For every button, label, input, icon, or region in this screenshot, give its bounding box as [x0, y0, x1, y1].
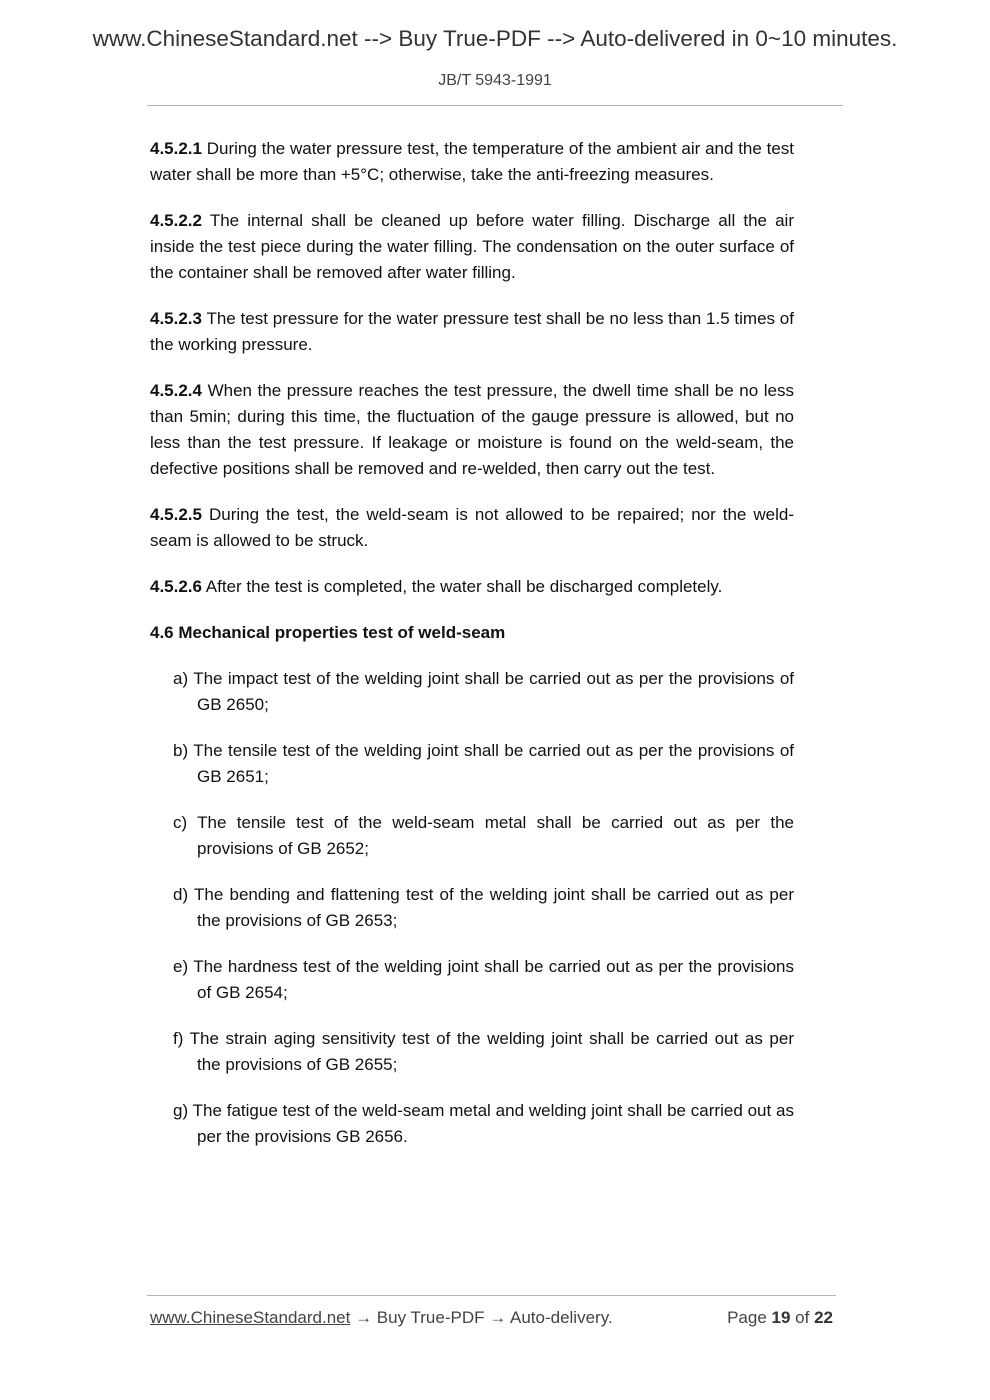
clause-text: When the pressure reaches the test pressure, the dwell time shall be no less than 5min; during this time, the fluctuation of the gauge pressure is allowed, but no less than the test pressure. If leakage or moisture is found on the weld-seam, the defective positions shall be removed and re-welded, then carry out the test.: [150, 381, 794, 478]
clause-number: 4.5.2.4: [150, 381, 202, 400]
section-heading: 4.6 Mechanical properties test of weld-seam: [150, 623, 506, 642]
clause-number: 4.5.2.6: [150, 577, 202, 596]
list-item: g) The fatigue test of the weld-seam metal and welding joint shall be carried out as per the provisions GB 2656.: [173, 1101, 794, 1146]
site-link[interactable]: www.ChineseStandard.net: [150, 1308, 351, 1327]
clause-number: 4.5.2.5: [150, 505, 202, 524]
document-code: JB/T 5943-1991: [438, 72, 552, 89]
clause-4-5-2-4: [150, 378, 794, 482]
list-item: e) The hardness test of the welding joint shall be carried out as per the provisions of GB 2654;: [173, 957, 794, 1002]
document-body: [150, 136, 794, 1170]
clause-4-5-2-3: [150, 306, 794, 358]
clause-4-5-2-6: [150, 574, 794, 600]
footer-left: [150, 1308, 613, 1328]
footer-tagline: → Buy True-PDF → Auto-delivery.: [350, 1308, 613, 1327]
page-of: of: [790, 1308, 815, 1327]
page-indicator: [727, 1308, 833, 1328]
clause-number: 4.5.2.1: [150, 139, 202, 158]
clause-number: 4.5.2.3: [150, 309, 202, 328]
footer: [150, 1308, 833, 1328]
clause-4-5-2-1: [150, 136, 794, 188]
page-current: 19: [771, 1308, 791, 1327]
clause-text: The internal shall be cleaned up before water filling. Discharge all the air inside the test piece during the water filling. The condensation on the outer surface of the container shall be removed after water filling.: [150, 211, 794, 282]
list-item: c) The tensile test of the weld-seam metal shall be carried out as per the provisions of GB 2652;: [173, 813, 794, 858]
clause-text: During the water pressure test, the temperature of the ambient air and the test water shall be more than +5°C; otherwise, take the anti-freezing measures.: [150, 139, 794, 184]
list-item: a) The impact test of the welding joint shall be carried out as per the provisions of GB 2650;: [173, 669, 794, 714]
footer-divider: [147, 1295, 836, 1296]
clause-4-5-2-5: [150, 502, 794, 554]
list-item: b) The tensile test of the welding joint shall be carried out as per the provisions of GB 2651;: [173, 741, 794, 786]
list-item: d) The bending and flattening test of the welding joint shall be carried out as per the provisions of GB 2653;: [173, 885, 794, 930]
list-item: f) The strain aging sensitivity test of the welding joint shall be carried out as per the provisions of GB 2655;: [173, 1029, 794, 1074]
clause-text: The test pressure for the water pressure test shall be no less than 1.5 times of the working pressure.: [150, 309, 794, 354]
clause-text: During the test, the weld-seam is not allowed to be repaired; nor the weld-seam is allowed to be struck.: [150, 505, 794, 550]
header-divider: [147, 105, 843, 106]
top-banner: www.ChineseStandard.net --> Buy True-PDF --> Auto-delivered in 0~10 minutes.: [92, 26, 898, 51]
page-label: Page: [727, 1308, 772, 1327]
clause-text: After the test is completed, the water shall be discharged completely.: [202, 577, 723, 596]
clause-4-5-2-2: [150, 208, 794, 286]
clause-number: 4.5.2.2: [150, 211, 202, 230]
page-total: 22: [814, 1308, 833, 1327]
